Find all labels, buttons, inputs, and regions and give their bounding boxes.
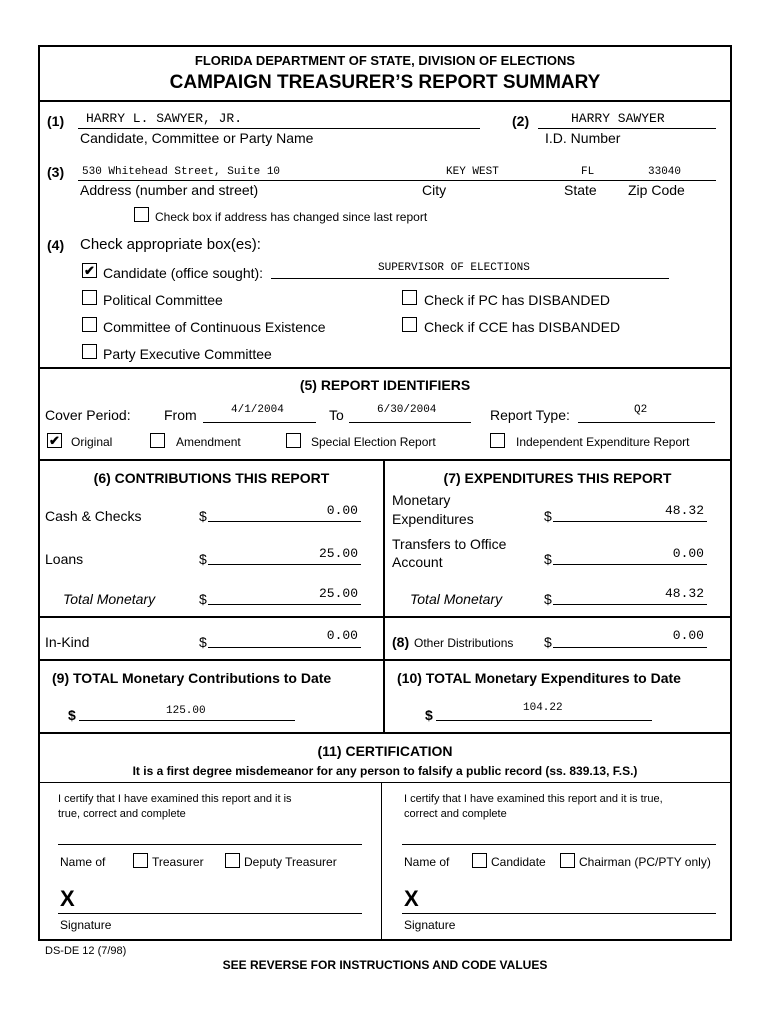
candidate-checkbox[interactable]: ✔: [82, 263, 97, 278]
divider: [38, 616, 732, 618]
underline: [271, 278, 669, 279]
street-value[interactable]: 530 Whitehead Street, Suite 10: [82, 166, 281, 178]
divider: [38, 367, 732, 369]
office-sought-value[interactable]: SUPERVISOR OF ELECTIONS: [378, 262, 530, 274]
state-label: State: [564, 182, 597, 198]
underline: [538, 128, 716, 129]
signature-label: Signature: [60, 918, 112, 932]
underline: [553, 521, 707, 522]
loans-value[interactable]: 25.00: [318, 546, 358, 561]
underline: [208, 647, 361, 648]
total-contributions-label: Total Monetary: [63, 591, 156, 607]
from-label: From: [164, 407, 197, 423]
left-certify-text-2: true, correct and complete: [58, 808, 186, 820]
signature-label: Signature: [404, 918, 456, 932]
check-boxes-heading: Check appropriate box(es):: [80, 236, 261, 253]
contributions-heading: (6) CONTRIBUTIONS THIS REPORT: [93, 470, 330, 486]
political-committee-checkbox[interactable]: [82, 290, 97, 305]
underline: [203, 422, 316, 423]
cce-label: Committee of Continuous Existence: [103, 319, 326, 335]
form-id: DS-DE 12 (7/98): [45, 945, 127, 957]
other-distributions-value[interactable]: 0.00: [672, 628, 704, 643]
underline: [553, 564, 707, 565]
pc-disbanded-checkbox[interactable]: [402, 290, 417, 305]
dollar-sign: $: [199, 591, 207, 607]
id-number-value[interactable]: HARRY SAWYER: [571, 111, 665, 126]
city-value[interactable]: KEY WEST: [446, 166, 499, 178]
total-expenditures-to-date-value[interactable]: 104.22: [523, 702, 563, 714]
zip-label: Zip Code: [628, 182, 685, 198]
signature-line[interactable]: [402, 913, 716, 914]
candidate-name-value[interactable]: HARRY L. SAWYER, JR.: [86, 111, 243, 126]
city-label: City: [422, 182, 447, 198]
underline: [553, 647, 707, 648]
special-election-label: Special Election Report: [311, 435, 436, 449]
dollar-sign: $: [199, 551, 207, 567]
party-exec-checkbox[interactable]: [82, 344, 97, 359]
zip-value[interactable]: 33040: [648, 166, 682, 178]
total-expenditures-to-date-heading: (10) TOTAL Monetary Expenditures to Date: [397, 670, 681, 686]
column-divider: [383, 459, 385, 732]
cce-disbanded-label: Check if CCE has DISBANDED: [424, 319, 621, 335]
dollar-sign: $: [199, 508, 207, 524]
candidate-cert-label: Candidate: [491, 855, 546, 869]
id-number-label: I.D. Number: [545, 130, 621, 146]
to-label: To: [329, 407, 344, 423]
column-divider: [381, 782, 382, 940]
total-contributions-value[interactable]: 25.00: [318, 586, 358, 601]
underline: [208, 521, 361, 522]
candidate-checkbox-label: Candidate (office sought):: [103, 265, 264, 281]
chairman-label: Chairman (PC/PTY only): [579, 855, 711, 869]
loans-label: Loans: [45, 551, 84, 567]
transfers-label-2: Account: [392, 554, 443, 570]
amendment-label: Amendment: [176, 435, 241, 449]
underline: [208, 564, 361, 565]
independent-expenditure-checkbox[interactable]: [490, 433, 505, 448]
underline: [436, 720, 652, 721]
underline: [349, 422, 471, 423]
deputy-treasurer-checkbox[interactable]: [225, 853, 240, 868]
in-kind-value[interactable]: 0.00: [326, 628, 358, 643]
dollar-sign: $: [544, 508, 552, 524]
other-distributions-label: Other Distributions: [414, 636, 514, 650]
field-number: (4): [47, 237, 65, 253]
footer-note: SEE REVERSE FOR INSTRUCTIONS AND CODE VALUES: [222, 958, 548, 972]
underline: [208, 604, 361, 605]
expenditures-heading: (7) EXPENDITURES THIS REPORT: [443, 470, 672, 486]
original-label: Original: [71, 435, 113, 449]
field-number: (8): [392, 634, 410, 650]
right-certify-text: I certify that I have examined this report and it is true,: [404, 793, 663, 805]
name-of-label: Name of: [404, 855, 450, 869]
cash-checks-value[interactable]: 0.00: [326, 503, 358, 518]
cce-checkbox[interactable]: [82, 317, 97, 332]
department-heading: FLORIDA DEPARTMENT OF STATE, DIVISION OF ELECTIONS: [194, 53, 576, 68]
dollar-sign: $: [544, 634, 552, 650]
in-kind-label: In-Kind: [45, 634, 90, 650]
cover-period-label: Cover Period:: [45, 407, 131, 423]
independent-expenditure-label: Independent Expenditure Report: [516, 435, 690, 449]
candidate-name-label: Candidate, Committee or Party Name: [80, 130, 314, 146]
divider: [38, 100, 732, 102]
dollar-sign: $: [199, 634, 207, 650]
dollar-sign: $: [544, 591, 552, 607]
name-of-label: Name of: [60, 855, 106, 869]
total-expenditures-value[interactable]: 48.32: [664, 586, 704, 601]
monetary-expenditures-label-2: Expenditures: [392, 511, 474, 527]
certification-heading: (11) CERTIFICATION: [317, 743, 453, 759]
underline: [78, 128, 480, 129]
divider: [38, 459, 732, 461]
monetary-expenditures-label: Monetary: [392, 492, 451, 508]
treasurer-checkbox[interactable]: [133, 853, 148, 868]
certification-warning: It is a first degree misdemeanor for any person to falsify a public record (ss. 839.13, F.S.): [132, 764, 638, 778]
underline: [79, 720, 295, 721]
signature-line[interactable]: [58, 913, 362, 914]
divider: [38, 659, 732, 661]
transfers-label: Transfers to Office: [392, 536, 507, 552]
deputy-treasurer-label: Deputy Treasurer: [244, 855, 337, 869]
underline: [78, 180, 716, 181]
special-election-checkbox[interactable]: [286, 433, 301, 448]
right-certify-text-2: correct and complete: [404, 808, 507, 820]
cash-checks-label: Cash & Checks: [45, 508, 142, 524]
report-type-label: Report Type:: [490, 407, 570, 423]
dollar-sign: $: [425, 707, 433, 723]
form-title: CAMPAIGN TREASURER’S REPORT SUMMARY: [169, 72, 601, 93]
political-committee-label: Political Committee: [103, 292, 223, 308]
report-type-value[interactable]: Q2: [634, 404, 648, 416]
total-contributions-to-date-heading: (9) TOTAL Monetary Contributions to Date: [52, 670, 332, 686]
report-identifiers-heading: (5) REPORT IDENTIFIERS: [299, 377, 471, 393]
underline: [553, 604, 707, 605]
dollar-sign: $: [544, 551, 552, 567]
to-value[interactable]: 6/30/2004: [377, 404, 437, 416]
address-changed-label: Check box if address has changed since last report: [155, 210, 428, 224]
cce-disbanded-checkbox[interactable]: [402, 317, 417, 332]
state-value[interactable]: FL: [581, 166, 595, 178]
underline: [578, 422, 715, 423]
field-number: (1): [47, 113, 65, 129]
monetary-expenditures-value[interactable]: 48.32: [664, 503, 704, 518]
left-certify-text: I certify that I have examined this report and it is: [58, 793, 292, 805]
treasurer-label: Treasurer: [152, 855, 204, 869]
underline: [402, 844, 716, 845]
pc-disbanded-label: Check if PC has DISBANDED: [424, 292, 610, 308]
amendment-checkbox[interactable]: [150, 433, 165, 448]
signature-x-mark: X: [404, 886, 419, 911]
address-changed-checkbox[interactable]: [134, 207, 149, 222]
total-expenditures-label: Total Monetary: [410, 591, 503, 607]
total-contributions-to-date-value[interactable]: 125.00: [166, 705, 206, 717]
signature-x-mark: X: [60, 886, 75, 911]
from-value[interactable]: 4/1/2004: [231, 404, 284, 416]
party-exec-label: Party Executive Committee: [103, 346, 272, 362]
underline: [58, 844, 362, 845]
transfers-value[interactable]: 0.00: [672, 546, 704, 561]
candidate-cert-checkbox[interactable]: [472, 853, 487, 868]
original-checkbox[interactable]: ✔: [47, 433, 62, 448]
field-number: (3): [47, 164, 65, 180]
divider: [38, 782, 732, 783]
field-number: (2): [512, 113, 530, 129]
divider: [38, 732, 732, 734]
street-label: Address (number and street): [80, 182, 259, 198]
dollar-sign: $: [68, 707, 76, 723]
chairman-checkbox[interactable]: [560, 853, 575, 868]
